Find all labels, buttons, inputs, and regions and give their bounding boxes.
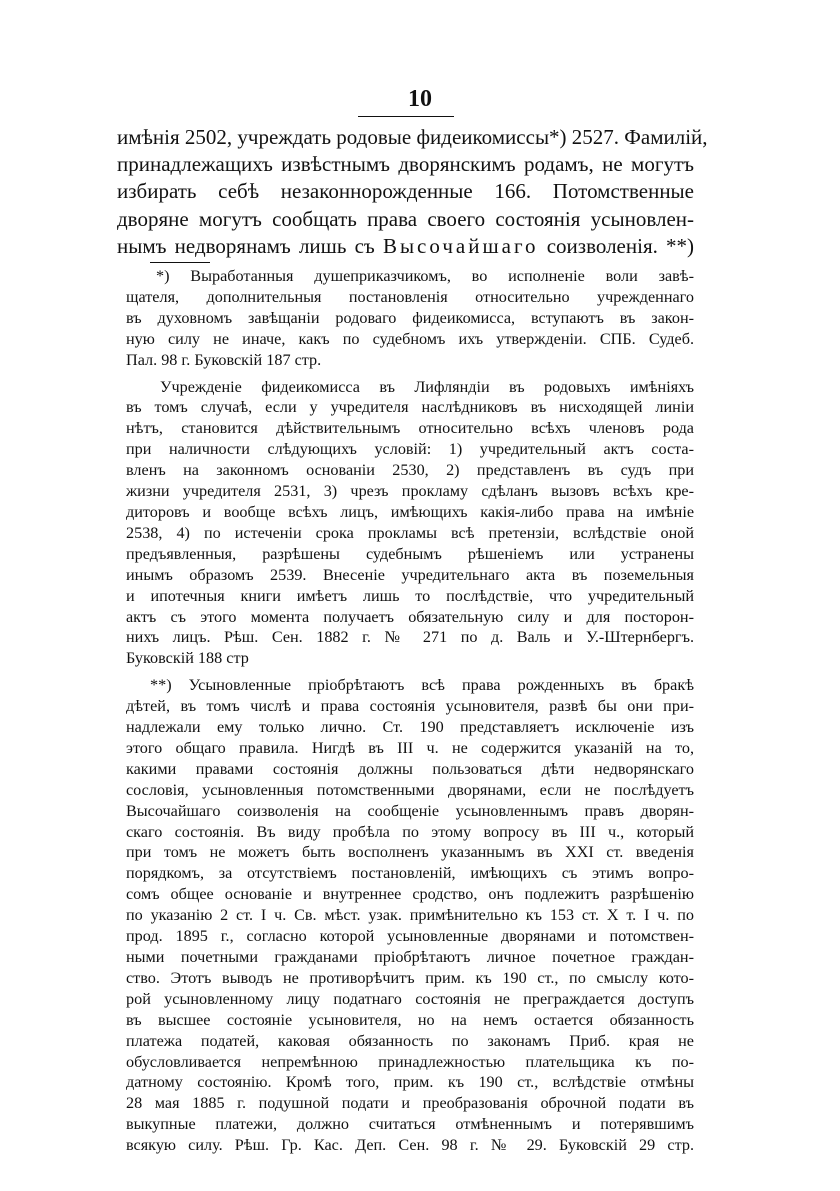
- footnote-line: Высочайшаго соизволенія на сообщеніе усыновленнымъ правъ дворян-: [126, 801, 694, 820]
- footnote-line: по указанію 2 ст. I ч. Св. мѣст. узак. примѣнительно къ 153 ст. X т. I ч. по: [126, 906, 694, 925]
- footnote-line: Учрежденіе фидеикомисса въ Лифляндіи въ родовыхъ имѣніяхъ: [160, 377, 694, 396]
- main-line-last: [117, 233, 694, 260]
- footnote-line: всякую силу. Рѣш. Гр. Кас. Деп. Сен. 98 г. № 29. Буковскій 29 стр.: [126, 1136, 694, 1155]
- page-number: 10: [408, 86, 432, 112]
- footnote-line: этого общаго правила. Нигдѣ въ III ч. не содержится указаній на то,: [126, 738, 694, 757]
- footnote-line: щателя, дополнительныя постановленія относительно учрежденнаго: [126, 287, 694, 306]
- footnote-line: обусловливается непремѣнною принадлежностью плательщика къ по-: [126, 1052, 694, 1071]
- main-line: избирать себѣ незаконнорожденные 166. Потомственные: [117, 179, 694, 204]
- main-text: [117, 124, 708, 260]
- main-line: принадлежащихъ извѣстнымъ дворянскимъ родамъ, не могутъ: [117, 152, 694, 177]
- footnote-line: дѣтей, въ томъ числѣ и права состоянія усыновителя, развѣ бы они при-: [126, 697, 694, 716]
- footnote-line: 28 мая 1885 г. подушной подати и преобразованія оброчной подати въ: [126, 1094, 694, 1113]
- footnote-separator: [150, 262, 210, 263]
- footnote-line: жизни учредителя 2531, 3) чрезъ прокламу сдѣланъ вызовъ всѣхъ кре-: [126, 482, 694, 501]
- footnote-line: ную силу не иначе, какъ по судебномъ ихъ утвержденіи. СПБ. Судеб.: [126, 329, 694, 348]
- footnote-line: сомъ общее основаніе и внутреннее сродство, онъ подлежитъ разрѣшенію: [126, 885, 694, 904]
- footnote-line: диторовъ и вообще всѣхъ лицъ, имѣющихъ какія-либо права на имѣніе: [126, 502, 694, 521]
- main-last-spaced: Высочайшаго: [382, 233, 539, 258]
- footnote-line: порядкомъ, за отсутствіемъ постановленій, имѣющихъ съ этимъ вопро-: [126, 864, 694, 883]
- footnote-line: при томъ не можетъ быть восполненъ указаннымъ въ XXI ст. введенія: [126, 843, 694, 862]
- footnote-line: выкупные платежи, должно считаться отмѣненнымъ и потерявшимъ: [126, 1115, 694, 1134]
- footnote-2: [126, 675, 694, 1156]
- footnote-line: въ высшее состояніе усыновителя, но на немъ остается обязанность: [126, 1010, 694, 1029]
- footnote-line: какими правами состоянія должны пользоваться дѣти недворянскаго: [126, 759, 694, 778]
- main-last-before: нымъ недворянамъ лишь съ: [117, 233, 383, 258]
- footnote-line: въ томъ случаѣ, если у учредителя наслѣдниковъ въ нисходящей линіи: [126, 398, 694, 417]
- footnote-line: нѣтъ, становится дѣйствительнымъ относительно всѣхъ членовъ рода: [126, 419, 694, 438]
- footnote-line: датному состоянію. Кромѣ того, прим. къ 190 ст., вслѣдствіе отмѣны: [126, 1073, 694, 1092]
- footnote-line: прод. 1895 г., согласно которой усыновленные дворянами и потомствен-: [126, 927, 694, 946]
- footnote-line: предъявленныя, разрѣшены судебнымъ рѣшеніемъ или устранены: [126, 544, 694, 563]
- footnote-1-continued: [126, 377, 694, 670]
- footnote-line: сословія, усыновленныя потомственными дворянами, если не послѣдуетъ: [126, 780, 694, 799]
- footnote-line: при наличности слѣдующихъ условій: 1) учредительный актъ соста-: [126, 440, 694, 459]
- main-line: дворяне могутъ сообщать права своего состоянія усыновлен-: [117, 206, 694, 231]
- footnote-line: актъ съ этого момента получаетъ обязательную силу и для посторон-: [126, 607, 694, 626]
- footnote-line: платежа податей, каковая обязанность по законамъ Приб. края не: [126, 1031, 694, 1050]
- footnote-line: вленъ на законномъ основаніи 2530, 2) представленъ въ судъ при: [126, 461, 694, 480]
- footnote-line: Пал. 98 г. Буковскій 187 стр.: [126, 350, 322, 369]
- footnote-line: ными почетными гражданами пріобрѣтаютъ личное почетное граждан-: [126, 948, 694, 966]
- footnote-line: инымъ образомъ 2539. Внесеніе учредительнаго акта въ поземельныя: [126, 565, 694, 584]
- main-last-after: соизволенія. **): [538, 233, 695, 258]
- footnote-line: въ духовномъ завѣщаніи родоваго фидеикомисса, вступаютъ въ закон-: [126, 308, 694, 327]
- footnote-line: нихъ лицъ. Рѣш. Сен. 1882 г. № 271 по д. Валь и У.-Штернбергъ.: [126, 628, 694, 647]
- footnote-1: [126, 266, 694, 371]
- footnote-line: Буковскій 188 стр: [126, 649, 249, 668]
- footnote-line: и ипотечныя книги имѣетъ лишь то послѣдствіе, что учредительный: [126, 586, 694, 605]
- footnote-line: *) Выработанныя душеприказчикомъ, во исполненіе воли завѣ-: [156, 267, 694, 285]
- footnote-line: рой усыновленному лицу податнаго состоянія не преграждается доступъ: [126, 989, 694, 1008]
- footnote-line: скаго состоянія. Въ виду пробѣла по этому вопросу въ III ч., который: [126, 822, 694, 841]
- footnotes: [126, 266, 694, 1156]
- footnote-line: надлежали ему только лично. Ст. 190 представляетъ исключеніе изъ: [126, 718, 694, 737]
- footnote-line: ство. Этотъ выводъ не противорѣчитъ прим. къ 190 ст., по смыслу кото-: [126, 968, 694, 987]
- main-line: имѣнія 2502, учреждать родовые фидеикомиссы*) 2527. Фамилій,: [117, 125, 708, 149]
- page-number-rule: [358, 116, 454, 117]
- footnote-line: 2538, 4) по истеченіи срока прокламы всѣ претензіи, вслѣдствіе оной: [126, 523, 694, 542]
- footnote-line: **) Усыновленные пріобрѣтаютъ всѣ права рожденныхъ въ бракѣ: [150, 676, 694, 695]
